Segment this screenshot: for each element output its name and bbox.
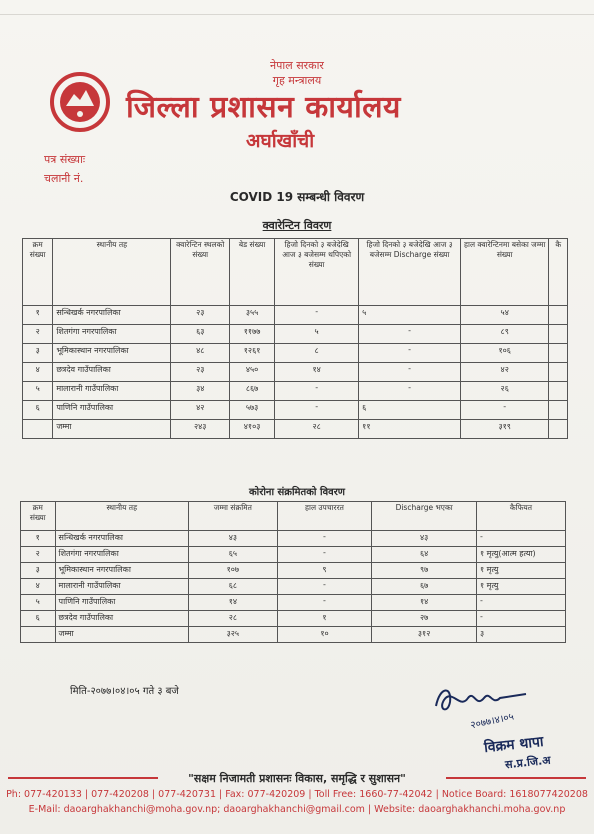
table-cell: छत्रदेव गाउँपालिका: [55, 611, 188, 627]
ministry-name: गृह मन्त्रालय: [272, 74, 322, 87]
table-row: [21, 595, 566, 611]
table-cell: ५: [23, 382, 53, 401]
table-cell: [549, 420, 568, 439]
table-cell: २७: [372, 611, 477, 627]
table-row: [21, 531, 566, 547]
table-cell: ६: [21, 611, 56, 627]
table-cell: ६७: [372, 579, 477, 595]
table-cell: १: [23, 306, 53, 325]
table-cell: ६३: [171, 325, 230, 344]
table-cell: १: [277, 611, 372, 627]
column-header: Discharge भएका: [372, 502, 477, 531]
table-cell: -: [277, 531, 372, 547]
column-header: क्रम संख्या: [21, 502, 56, 531]
table-cell: ५: [359, 306, 461, 325]
table-cell: [21, 627, 56, 643]
district-name: अर्घाखाँची: [246, 130, 315, 152]
column-header: हिजो दिनको ३ बजेदेखि आज ३ बजेसम्म Discharge संख्या: [359, 239, 461, 306]
table-cell: ३४: [171, 382, 230, 401]
table-cell: पाणिनि गाउँपालिका: [55, 595, 188, 611]
table-cell: ९: [277, 563, 372, 579]
table-cell: ४: [21, 579, 56, 595]
table-cell: २: [23, 325, 53, 344]
table-cell: [549, 306, 568, 325]
table-row: [23, 344, 568, 363]
top-divider: [0, 14, 594, 15]
reference-number-label: पत्र संख्याः: [44, 153, 86, 166]
table-cell: ३: [21, 563, 56, 579]
table-cell: १४: [275, 363, 359, 382]
table-row: [21, 547, 566, 563]
column-header: बेड संख्या: [230, 239, 275, 306]
table-cell: -: [275, 401, 359, 420]
table-cell: [549, 344, 568, 363]
table-cell: [549, 382, 568, 401]
table-cell: छत्रदेव गाउँपालिका: [53, 363, 171, 382]
table-cell: २६: [460, 382, 549, 401]
signature-date: २०७७।४।०५: [469, 711, 515, 732]
table-cell: शितगंगा नगरपालिका: [55, 547, 188, 563]
table-row: [23, 382, 568, 401]
dispatch-number-label: चलानी नं.: [44, 172, 84, 185]
table-cell: ११: [359, 420, 461, 439]
table-cell: [23, 420, 53, 439]
column-header: कैफियत: [476, 502, 565, 531]
table-cell: ६: [359, 401, 461, 420]
column-header: क्रम संख्या: [23, 239, 53, 306]
table-cell: शितगंगा नगरपालिका: [53, 325, 171, 344]
table-cell: १ मृत्यु: [476, 563, 565, 579]
table-cell: -: [277, 595, 372, 611]
table-row: [21, 563, 566, 579]
table-cell: ३: [23, 344, 53, 363]
table-cell: २४३: [171, 420, 230, 439]
table-cell: ३: [476, 627, 565, 643]
table-row: [23, 325, 568, 344]
table-cell: १ मृत्यु(आत्म हत्या): [476, 547, 565, 563]
table-cell: ४३: [189, 531, 278, 547]
table-cell: -: [476, 531, 565, 547]
table-cell: [549, 325, 568, 344]
table-cell: जम्मा: [55, 627, 188, 643]
table-cell: -: [359, 363, 461, 382]
infected-table: [20, 501, 566, 643]
table-cell: -: [476, 611, 565, 627]
table-cell: १०: [277, 627, 372, 643]
table-cell: -: [359, 382, 461, 401]
column-header: क्वारेन्टिन स्थलको संख्या: [171, 239, 230, 306]
table-cell: ४२: [171, 401, 230, 420]
motto: "सक्षम निजामती प्रशासनः विकास, समृद्धि र सुशासन": [188, 772, 406, 785]
table-cell: मालारानी गाउँपालिका: [53, 382, 171, 401]
table-cell: [549, 363, 568, 382]
table-cell: ६५: [189, 547, 278, 563]
table-cell: [549, 401, 568, 420]
table-cell: २८: [189, 611, 278, 627]
table-cell: १२६१: [230, 344, 275, 363]
infected-heading: कोरोना संक्रमितको विवरण: [248, 487, 346, 498]
table-cell: ६: [23, 401, 53, 420]
contact-email-line: E-Mail: daoarghakhanchi@moha.gov.np; daoarghakhanchi@gmail.com | Website: daoarghakhanchi.moha.gov.np: [28, 804, 566, 815]
table-cell: ५४: [460, 306, 549, 325]
table-total-row: [23, 420, 568, 439]
table-cell: ८: [275, 344, 359, 363]
table-cell: ४८: [171, 344, 230, 363]
table-row: [21, 611, 566, 627]
table-total-row: [21, 627, 566, 643]
table-cell: सन्धिखर्क नगरपालिका: [53, 306, 171, 325]
table-cell: ६८: [189, 579, 278, 595]
table-cell: -: [476, 595, 565, 611]
table-cell: ५७३: [230, 401, 275, 420]
table-cell: ३१२: [372, 627, 477, 643]
table-cell: मालारानी गाउँपालिका: [55, 579, 188, 595]
table-cell: १ मृत्यु: [476, 579, 565, 595]
table-cell: ३१९: [460, 420, 549, 439]
table-header-row: [21, 502, 566, 531]
office-name: जिल्ला प्रशासन कार्यालय: [126, 90, 401, 125]
table-cell: -: [460, 401, 549, 420]
table-cell: ३५५: [230, 306, 275, 325]
table-header-row: [23, 239, 568, 306]
table-cell: २३: [171, 363, 230, 382]
table-cell: ३२५: [189, 627, 278, 643]
column-header: जम्मा संक्रमित: [189, 502, 278, 531]
table-row: [23, 363, 568, 382]
table-cell: १०७: [189, 563, 278, 579]
table-cell: १४: [189, 595, 278, 611]
table-cell: -: [359, 325, 461, 344]
table-cell: ५: [275, 325, 359, 344]
table-cell: भूमिकास्थान नगरपालिका: [53, 344, 171, 363]
table-cell: ११७७: [230, 325, 275, 344]
table-cell: २८: [275, 420, 359, 439]
table-cell: -: [275, 306, 359, 325]
column-header: हिजो दिनको ३ बजेदेखि आज ३ बजेसम्म थपिएको संख्या: [275, 239, 359, 306]
quarantine-heading: क्वारेन्टिन विवरण: [262, 219, 332, 232]
government-name: नेपाल सरकार: [270, 59, 324, 72]
table-row: [23, 306, 568, 325]
table-cell: जम्मा: [53, 420, 171, 439]
table-cell: ४५०: [230, 363, 275, 382]
quarantine-table: [22, 238, 568, 439]
document-title: COVID 19 सम्बन्धी विवरण: [229, 190, 365, 204]
signatory-designation: स.प्र.जि.अ: [504, 753, 552, 772]
table-cell: ६४: [372, 547, 477, 563]
column-header: स्थानीय तह: [53, 239, 171, 306]
table-cell: १४: [372, 595, 477, 611]
table-cell: भूमिकास्थान नगरपालिका: [55, 563, 188, 579]
table-cell: ४: [23, 363, 53, 382]
table-cell: ८६७: [230, 382, 275, 401]
table-cell: ४१०३: [230, 420, 275, 439]
table-cell: ४३: [372, 531, 477, 547]
table-cell: -: [275, 382, 359, 401]
table-cell: पाणिनि गाउँपालिका: [53, 401, 171, 420]
table-cell: ८९: [460, 325, 549, 344]
table-cell: २३: [171, 306, 230, 325]
table-row: [23, 401, 568, 420]
column-header: हाल क्वारेन्टिनमा बसेका जम्मा संख्या: [460, 239, 549, 306]
table-row: [21, 579, 566, 595]
column-header: कै: [549, 239, 568, 306]
table-cell: ५: [21, 595, 56, 611]
column-header: हाल उपचाररत: [277, 502, 372, 531]
column-header: स्थानीय तह: [55, 502, 188, 531]
signatory-name: विक्रम थापा: [483, 733, 545, 757]
table-cell: -: [359, 344, 461, 363]
table-cell: ४२: [460, 363, 549, 382]
table-cell: -: [277, 547, 372, 563]
table-cell: १०६: [460, 344, 549, 363]
table-cell: सन्धिखर्क नगरपालिका: [55, 531, 188, 547]
table-cell: २: [21, 547, 56, 563]
document-date: मिति-२०७७।०४।०५ गते ३ बजे: [70, 686, 179, 697]
contact-phone-line: Ph: 077-420133 | 077-420208 | 077-420731 | Fax: 077-420209 | Toll Free: 1660-77-42042 | Notice Board: 1618077420208: [6, 789, 588, 800]
table-cell: ९७: [372, 563, 477, 579]
table-cell: १: [21, 531, 56, 547]
table-cell: -: [277, 579, 372, 595]
